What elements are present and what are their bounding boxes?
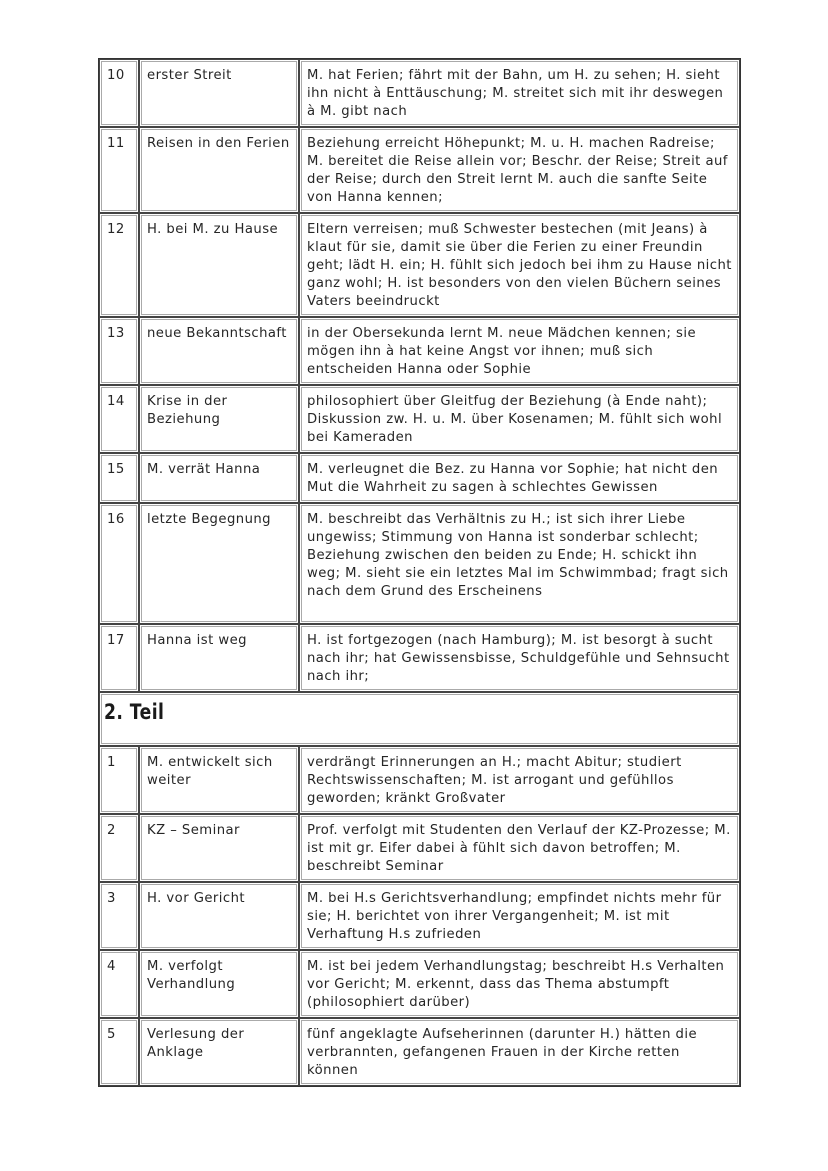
document-page (98, 58, 741, 1087)
chapter-title: M. entwickelt sich weiter (139, 746, 299, 814)
chapter-title: letzte Begegnung (139, 503, 299, 624)
chapter-title: Reisen in den Ferien (139, 127, 299, 213)
table-row (99, 317, 740, 385)
chapter-number: 13 (99, 317, 139, 385)
table-row (99, 624, 740, 692)
chapter-summary: M. bei H.s Gerichtsverhandlung; empfindet nichts mehr für sie; H. berichtet von ihrer Vergangenheit; M. ist mit Verhaftung H.s zufrieden (299, 882, 740, 950)
chapter-summary: in der Obersekunda lernt M. neue Mädchen kennen; sie mögen ihn à hat keine Angst vor ihnen; muß sich entscheiden Hanna oder Sophie (299, 317, 740, 385)
chapter-summary: verdrängt Erinnerungen an H.; macht Abitur; studiert Rechtswissenschaften; M. ist arrogant und gefühllos geworden; kränkt Großvater (299, 746, 740, 814)
chapter-summary: M. hat Ferien; fährt mit der Bahn, um H. zu sehen; H. sieht ihn nicht à Enttäuschung; M. streitet sich mit ihr deswegen à M. gibt nach (299, 59, 740, 127)
chapter-number: 12 (99, 213, 139, 317)
chapter-number: 2 (99, 814, 139, 882)
table-row (99, 950, 740, 1018)
chapter-number: 3 (99, 882, 139, 950)
chapter-summary: Beziehung erreicht Höhepunkt; M. u. H. machen Radreise; M. bereitet die Reise allein vor; Beschr. der Reise; Streit auf der Reise; durch den Streit lernt M. auch die sanfte Seite von Hanna kennen; (299, 127, 740, 213)
chapter-number: 11 (99, 127, 139, 213)
chapter-title: H. vor Gericht (139, 882, 299, 950)
chapter-summary: M. verleugnet die Bez. zu Hanna vor Sophie; hat nicht den Mut die Wahrheit zu sagen à schlechtes Gewissen (299, 453, 740, 503)
chapter-title: Krise in der Beziehung (139, 385, 299, 453)
chapter-number: 1 (99, 746, 139, 814)
chapter-title: Hanna ist weg (139, 624, 299, 692)
chapter-summary: fünf angeklagte Aufseherinnen (darunter H.) hätten die verbrannten, gefangenen Frauen in der Kirche retten können (299, 1018, 740, 1086)
chapter-summary: M. ist bei jedem Verhandlungstag; beschreibt H.s Verhalten vor Gericht; M. erkennt, dass das Thema abstumpft (philosophiert darüber) (299, 950, 740, 1018)
chapter-number: 4 (99, 950, 139, 1018)
chapter-number: 5 (99, 1018, 139, 1086)
chapter-summary: Prof. verfolgt mit Studenten den Verlauf der KZ-Prozesse; M. ist mit gr. Eifer dabei à fühlt sich davon betroffen; M. beschreibt Seminar (299, 814, 740, 882)
chapter-number: 14 (99, 385, 139, 453)
table-row (99, 59, 740, 127)
table-row (99, 127, 740, 213)
section-heading-row (99, 692, 740, 746)
chapter-number: 15 (99, 453, 139, 503)
chapter-summary: H. ist fortgezogen (nach Hamburg); M. ist besorgt à sucht nach ihr; hat Gewissensbisse, Schuldgefühle und Sehnsucht nach ihr; (299, 624, 740, 692)
chapter-summary: M. beschreibt das Verhältnis zu H.; ist sich ihrer Liebe ungewiss; Stimmung von Hanna ist sonderbar schlecht; Beziehung zwischen den beiden zu Ende; H. schickt ihn weg; M. sieht sie ein letztes Mal im Schwimmbad; fragt sich nach dem Grund des Erscheinens (299, 503, 740, 624)
chapter-summary: philosophiert über Gleitfug der Beziehung (à Ende naht); Diskussion zw. H. u. M. über Kosenamen; M. fühlt sich wohl bei Kameraden (299, 385, 740, 453)
chapter-title: M. verrät Hanna (139, 453, 299, 503)
chapter-title: H. bei M. zu Hause (139, 213, 299, 317)
chapter-summary-table (98, 58, 741, 1087)
chapter-number: 17 (99, 624, 139, 692)
table-row (99, 746, 740, 814)
chapter-number: 16 (99, 503, 139, 624)
chapter-title: Verlesung der Anklage (139, 1018, 299, 1086)
table-row (99, 814, 740, 882)
table-row (99, 385, 740, 453)
table-row (99, 882, 740, 950)
section-title: 2. Teil (104, 700, 165, 724)
chapter-title: neue Bekanntschaft (139, 317, 299, 385)
section-heading-cell (99, 692, 740, 746)
table-row (99, 1018, 740, 1086)
table-row (99, 503, 740, 624)
table-row (99, 453, 740, 503)
chapter-summary: Eltern verreisen; muß Schwester bestechen (mit Jeans) à klaut für sie, damit sie über die Ferien zu einer Freundin geht; lädt H. ein; H. fühlt sich jedoch bei ihm zu Hause nicht ganz wohl; H. ist besonders von den vielen Büchern seines Vaters beeindruckt (299, 213, 740, 317)
chapter-number: 10 (99, 59, 139, 127)
chapter-title: KZ – Seminar (139, 814, 299, 882)
table-row (99, 213, 740, 317)
chapter-title: erster Streit (139, 59, 299, 127)
chapter-title: M. verfolgt Verhandlung (139, 950, 299, 1018)
